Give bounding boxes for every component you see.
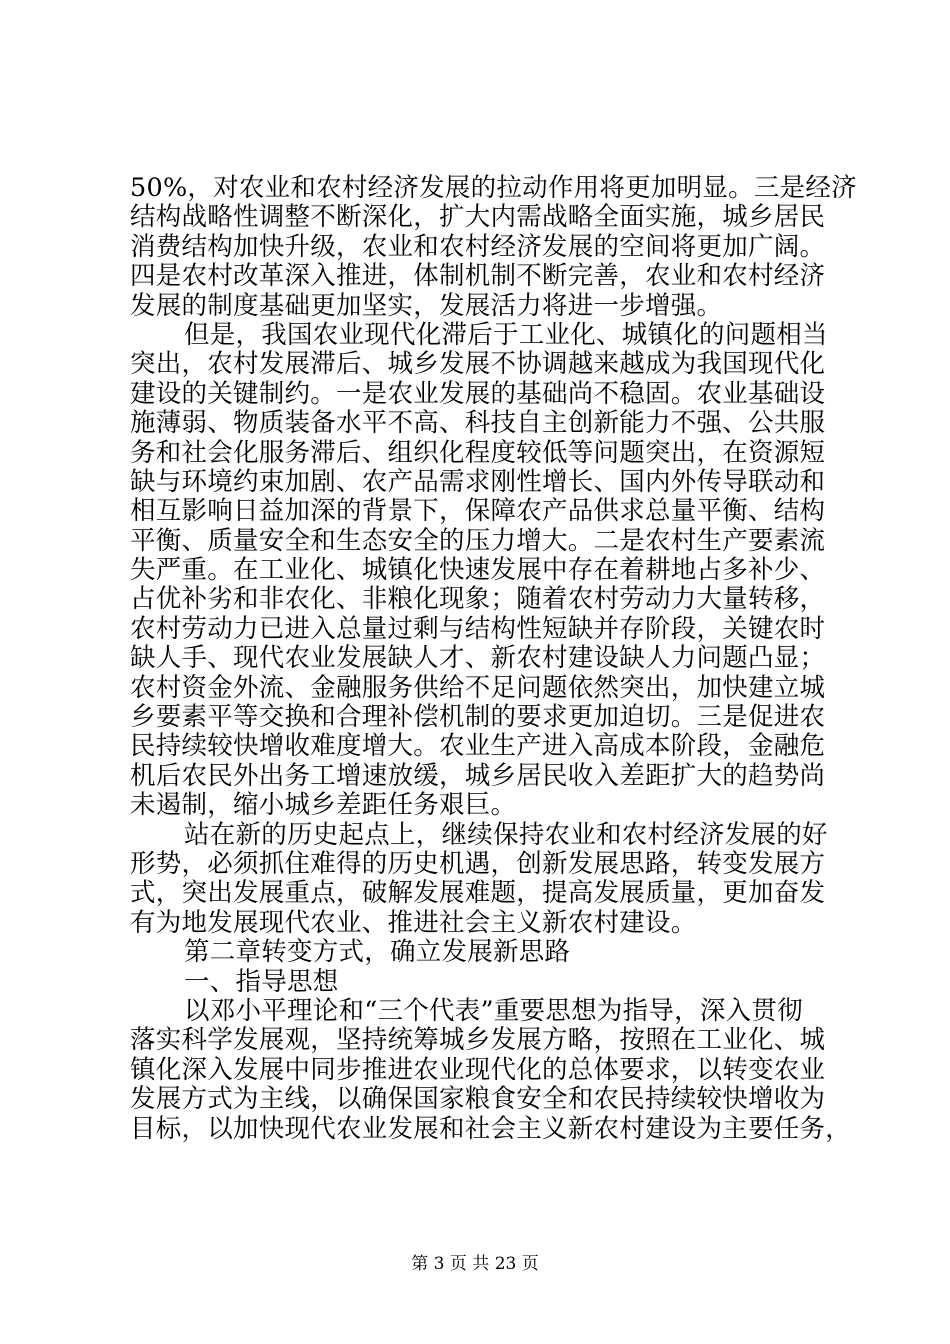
text-line: 发展的制度基础更加坚实，发展活力将进一步增强。 [130, 290, 723, 321]
section-heading: 一、指导思想 [184, 966, 339, 997]
text-line: 四是农村改革深入推进，体制机制不断完善，农业和农村经济 [130, 261, 826, 292]
text-line: 突出，农村发展滞后、城乡发展不协调越来越成为我国现代化 [130, 349, 826, 380]
text-line: 目标，以加快现代农业发展和社会主义新农村建设为主要任务， [130, 1113, 852, 1144]
text-line: 落实科学发展观，坚持统筹城乡发展方略，按照在工业化、城 [130, 1025, 826, 1056]
text-line: 50%，对农业和农村经济发展的拉动作用将更加明显。三是经济 [130, 173, 857, 203]
text-line: 式，突出发展重点，破解发展难题，提高发展质量，更加奋发 [130, 878, 826, 909]
text-line: 建设的关键制约。一是农业发展的基础尚不稳固。农业基础设 [130, 378, 826, 409]
text-line: 有为地发展现代农业、推进社会主义新农村建设。 [130, 907, 697, 938]
text-line: 施薄弱、物质装备水平不高、科技自主创新能力不强、公共服 [130, 408, 826, 439]
text-line: 相互影响日益加深的背景下，保障农产品供求总量平衡、结构 [130, 496, 826, 527]
text-line: 镇化深入发展中同步推进农业现代化的总体要求，以转变农业 [130, 1054, 826, 1085]
text-line: 消费结构加快升级，农业和农村经济发展的空间将更加广阔。 [130, 231, 826, 262]
page-number-footer: 第 3 页 共 23 页 [411, 1254, 539, 1274]
text-line: 形势，必须抓住难得的历史机遇，创新发展思路，转变发展方 [130, 848, 826, 879]
paragraph-start-line: 以邓小平理论和“三个代表”重要思想为指导，深入贯彻 [184, 995, 803, 1026]
text-line: 民持续较快增收难度增大。农业生产进入高成本阶段，金融危 [130, 731, 826, 762]
text-line: 占优补劣和非农化、非粮化现象；随着农村劳动力大量转移， [130, 584, 826, 615]
text-line: 农村资金外流、金融服务供给不足问题依然突出，加快建立城 [130, 672, 826, 703]
text-line: 机后农民外出务工增速放缓，城乡居民收入差距扩大的趋势尚 [130, 760, 826, 791]
text-line: 发展方式为主线，以确保国家粮食安全和农民持续较快增收为 [130, 1084, 826, 1115]
chapter-heading: 第二章转变方式，确立发展新思路 [184, 937, 571, 968]
text-line: 平衡、质量安全和生态安全的压力增大。二是农村生产要素流 [130, 525, 826, 556]
text-line: 结构战略性调整不断深化，扩大内需战略全面实施，城乡居民 [130, 202, 826, 233]
paragraph-start-line: 站在新的历史起点上，继续保持农业和农村经济发展的好 [184, 819, 828, 850]
text-line: 缺与环境约束加剧、农产品需求刚性增长、国内外传导联动和 [130, 466, 826, 497]
body-text [130, 173, 857, 1144]
text-line: 农村劳动力已进入总量过剩与结构性短缺并存阶段，关键农时 [130, 613, 826, 644]
text-line: 未遏制，缩小城乡差距任务艰巨。 [130, 790, 517, 821]
text-line: 缺人手、现代农业发展缺人才、新农村建设缺人力问题凸显； [130, 643, 826, 674]
text-line: 务和社会化服务滞后、组织化程度较低等问题突出，在资源短 [130, 437, 826, 468]
text-line: 乡要素平等交换和合理补偿机制的要求更加迫切。三是促进农 [130, 702, 826, 733]
paragraph-start-line: 但是，我国农业现代化滞后于工业化、城镇化的问题相当 [184, 319, 828, 350]
text-line: 失严重。在工业化、城镇化快速发展中存在着耕地占多补少、 [130, 555, 826, 586]
